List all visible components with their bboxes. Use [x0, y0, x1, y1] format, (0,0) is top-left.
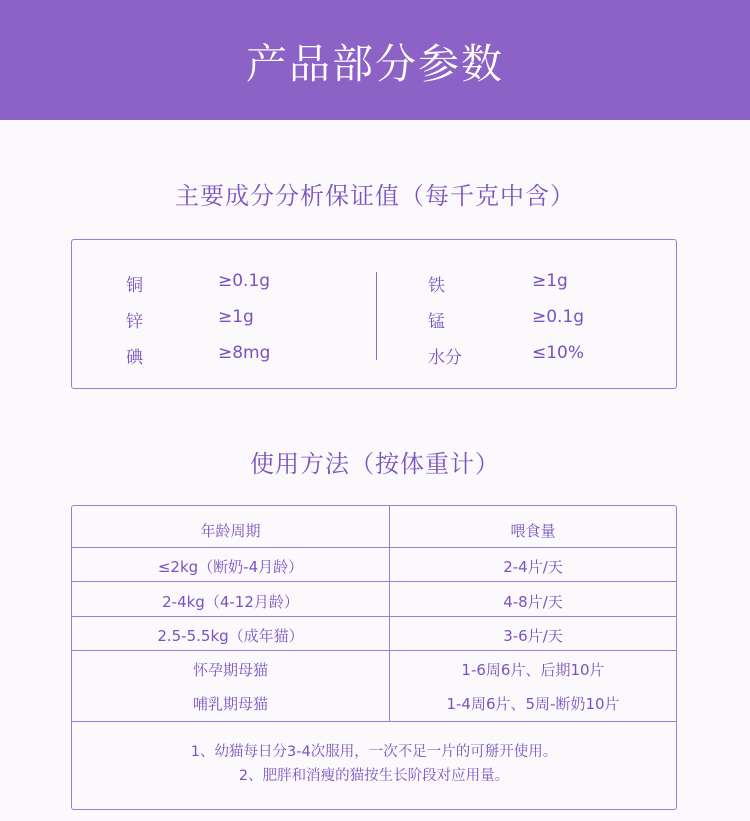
table-cell: 4-8片/天 — [503, 593, 563, 611]
table-row-divider — [72, 721, 676, 722]
table-row-divider — [72, 650, 676, 651]
table-cell: 怀孕期母猫 — [192, 661, 268, 679]
nutrient-value: ≥0.1g — [218, 271, 271, 291]
column-divider — [376, 272, 377, 360]
usage-note: 2、肥胖和消瘦的猫按生长阶段对应用量。 — [238, 768, 510, 784]
table-cell: 2-4片/天 — [503, 558, 563, 576]
nutrient-name: 铁 — [428, 276, 445, 296]
table-cell: ≤2kg（断奶-4月龄） — [157, 558, 304, 576]
table-row-divider — [72, 581, 676, 582]
table-cell: 2-4kg（4-12月龄） — [162, 593, 299, 611]
table-cell: 3-6片/天 — [503, 627, 563, 645]
nutrient-value: ≥0.1g — [532, 307, 585, 327]
nutrient-name: 锌 — [126, 312, 143, 332]
nutrient-name: 碘 — [126, 348, 143, 368]
nutrient-value: ≤10% — [532, 343, 585, 363]
analysis-title: 主要成分分析保证值（每千克中含） — [175, 182, 575, 210]
nutrient-value: ≥1g — [532, 271, 568, 291]
table-cell: 哺乳期母猫 — [192, 695, 268, 713]
column-header: 年龄周期 — [200, 522, 261, 540]
nutrient-name: 锰 — [428, 312, 445, 332]
table-cell: 1-4周6片、5周-断奶10片 — [446, 695, 620, 713]
nutrient-value: ≥1g — [218, 307, 254, 327]
table-row-divider — [72, 616, 676, 617]
table-cell: 1-6周6片、后期10片 — [461, 661, 605, 679]
usage-note: 1、幼猫每日分3-4次服用，一次不足一片的可掰开使用。 — [190, 744, 558, 760]
column-header: 喂食量 — [510, 522, 556, 540]
nutrient-name: 铜 — [126, 276, 143, 296]
header-banner — [0, 0, 750, 120]
page-title: 产品部分参数 — [246, 39, 504, 88]
nutrient-value: ≥8mg — [218, 343, 271, 363]
table-cell: 2.5-5.5kg（成年猫） — [157, 627, 304, 645]
usage-title: 使用方法（按体重计） — [250, 450, 500, 478]
nutrient-name: 水分 — [428, 348, 462, 368]
usage-table — [71, 505, 677, 810]
nutrient-analysis-panel — [71, 239, 677, 389]
table-row-divider — [72, 547, 676, 548]
